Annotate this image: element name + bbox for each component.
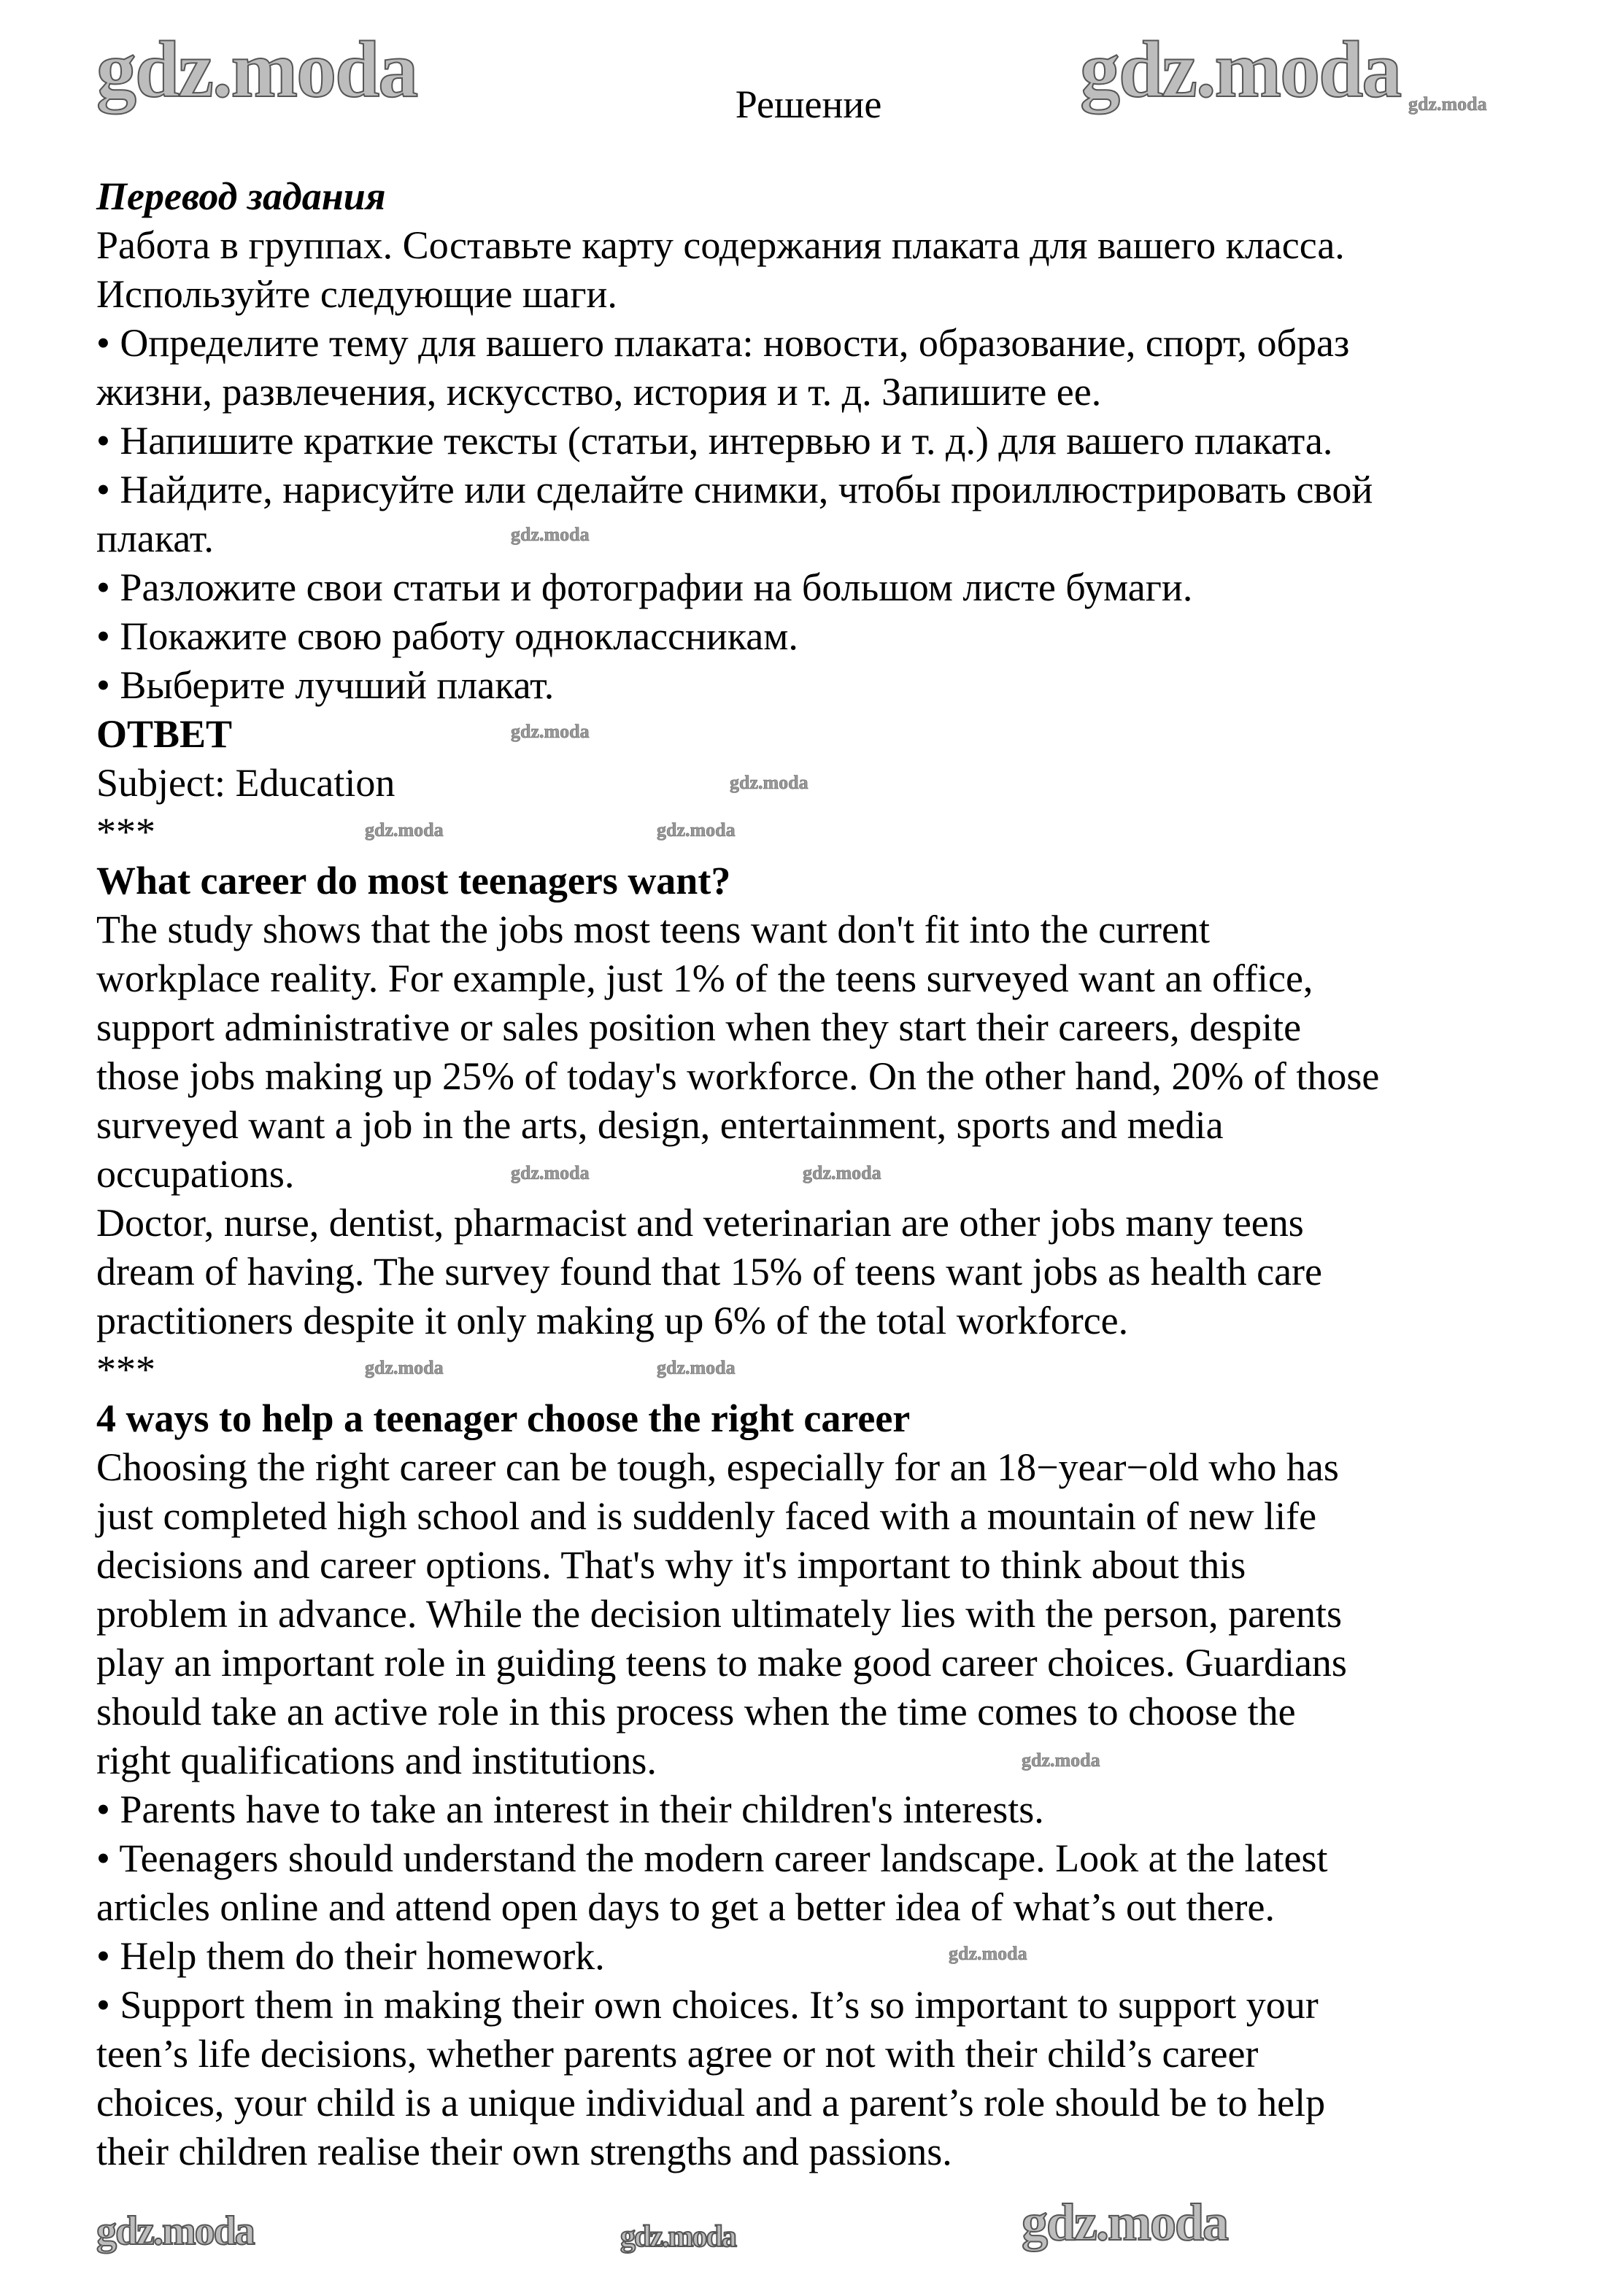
- text-line: their children realise their own strengths and passions.: [96, 2130, 952, 2173]
- text-line: practitioners despite it only making up 6% of the total workforce.: [96, 1299, 1129, 1342]
- text-line: articles online and attend open days to get a better idea of what’s out there.: [96, 1885, 1275, 1929]
- text-line: Doctor, nurse, dentist, pharmacist and veterinarian are other jobs many teens: [96, 1201, 1304, 1245]
- text-line: Работа в группах. Составьте карту содержания плаката для вашего класса.: [96, 223, 1345, 267]
- text-line: ***: [96, 1348, 155, 1391]
- text-line: • Выберите лучший плакат.: [96, 663, 555, 707]
- text-line: problem in advance. While the decision ultimately lies with the person, parents: [96, 1592, 1343, 1636]
- text-line: плакат.: [96, 517, 214, 560]
- text-line: those jobs making up 25% of today's workforce. On the other hand, 20% of those: [96, 1054, 1380, 1098]
- text-line: Choosing the right career can be tough, especially for an 18−year−old who has: [96, 1445, 1339, 1489]
- watermark-logo: gdz.moda: [365, 819, 444, 840]
- text-line: Используйте следующие шаги.: [96, 272, 617, 316]
- heading-line: 4 ways to help a teenager choose the right career: [96, 1396, 911, 1440]
- text-line: dream of having. The survey found that 15% of teens want jobs as health care: [96, 1250, 1322, 1294]
- text-line: • Parents have to take an interest in their children's interests.: [96, 1787, 1044, 1831]
- watermark-logo: gdz.moda: [803, 1162, 881, 1183]
- text-line: • Help them do their homework.: [96, 1934, 605, 1978]
- watermark-logo: gdz.moda: [730, 772, 808, 793]
- text-line: play an important role in guiding teens to make good career choices. Guardians: [96, 1641, 1347, 1685]
- text-line: ***: [96, 810, 155, 854]
- watermark-logo: gdz.moda: [511, 721, 590, 742]
- text-line: should take an active role in this process when the time comes to choose the: [96, 1690, 1296, 1733]
- watermark-logo: gdz.moda: [365, 1357, 444, 1378]
- watermark-logo: gdz.moda: [511, 1162, 590, 1183]
- watermark-logo: gdz.moda: [620, 2220, 736, 2254]
- watermark-logo: gdz.moda: [96, 25, 417, 114]
- watermark-logo: gdz.moda: [1080, 25, 1401, 114]
- text-line: support administrative or sales position when they start their careers, despite: [96, 1005, 1302, 1049]
- text-line: right qualifications and institutions.: [96, 1739, 657, 1782]
- document-body: [96, 172, 1379, 2176]
- text-line: teen’s life decisions, whether parents agree or not with their child’s career: [96, 2032, 1259, 2076]
- text-line: • Разложите свои статьи и фотографии на большом листе бумаги.: [96, 565, 1193, 609]
- heading-line: Перевод задания: [96, 174, 386, 218]
- watermark-logo: gdz.moda: [1022, 2193, 1228, 2251]
- text-line: жизни, развлечения, искусство, история и т. д. Запишите ее.: [96, 370, 1102, 414]
- text-line: • Support them in making their own choices. It’s so important to support your: [96, 1983, 1319, 2027]
- watermark-logo: gdz.moda: [657, 819, 736, 840]
- watermark-logo: gdz.moda: [657, 1357, 736, 1378]
- watermark-logo: gdz.moda: [96, 2208, 254, 2254]
- text-line: • Найдите, нарисуйте или сделайте снимки, чтобы проиллюстрировать свой: [96, 468, 1373, 511]
- text-line: The study shows that the jobs most teens want don't fit into the current: [96, 908, 1211, 951]
- text-line: just completed high school and is suddenly faced with a mountain of new life: [96, 1494, 1317, 1538]
- text-line: • Покажите свою работу одноклассникам.: [96, 614, 798, 658]
- page-title: Решение: [735, 82, 882, 126]
- heading-line: ОТВЕТ: [96, 712, 233, 756]
- text-line: decisions and career options. That's why it's important to think about this: [96, 1543, 1246, 1587]
- text-line: choices, your child is a unique individual and a parent’s role should be to help: [96, 2081, 1326, 2125]
- text-line: surveyed want a job in the arts, design, entertainment, sports and media: [96, 1103, 1224, 1147]
- watermark-logo: gdz.moda: [1408, 93, 1487, 115]
- watermark-logo: gdz.moda: [511, 524, 590, 545]
- watermark-logo: gdz.moda: [949, 1943, 1027, 1964]
- text-line: workplace reality. For example, just 1% of the teens surveyed want an office,: [96, 956, 1313, 1000]
- text-line: • Напишите краткие тексты (статьи, интервью и т. д.) для вашего плаката.: [96, 419, 1333, 463]
- text-line: • Определите тему для вашего плаката: новости, образование, спорт, образ: [96, 321, 1350, 365]
- text-line: occupations.: [96, 1152, 295, 1196]
- heading-line: What career do most teenagers want?: [96, 859, 731, 902]
- watermark-logo: gdz.moda: [1022, 1750, 1100, 1771]
- text-line: • Teenagers should understand the modern career landscape. Look at the latest: [96, 1836, 1328, 1880]
- text-line: Subject: Education: [96, 761, 395, 805]
